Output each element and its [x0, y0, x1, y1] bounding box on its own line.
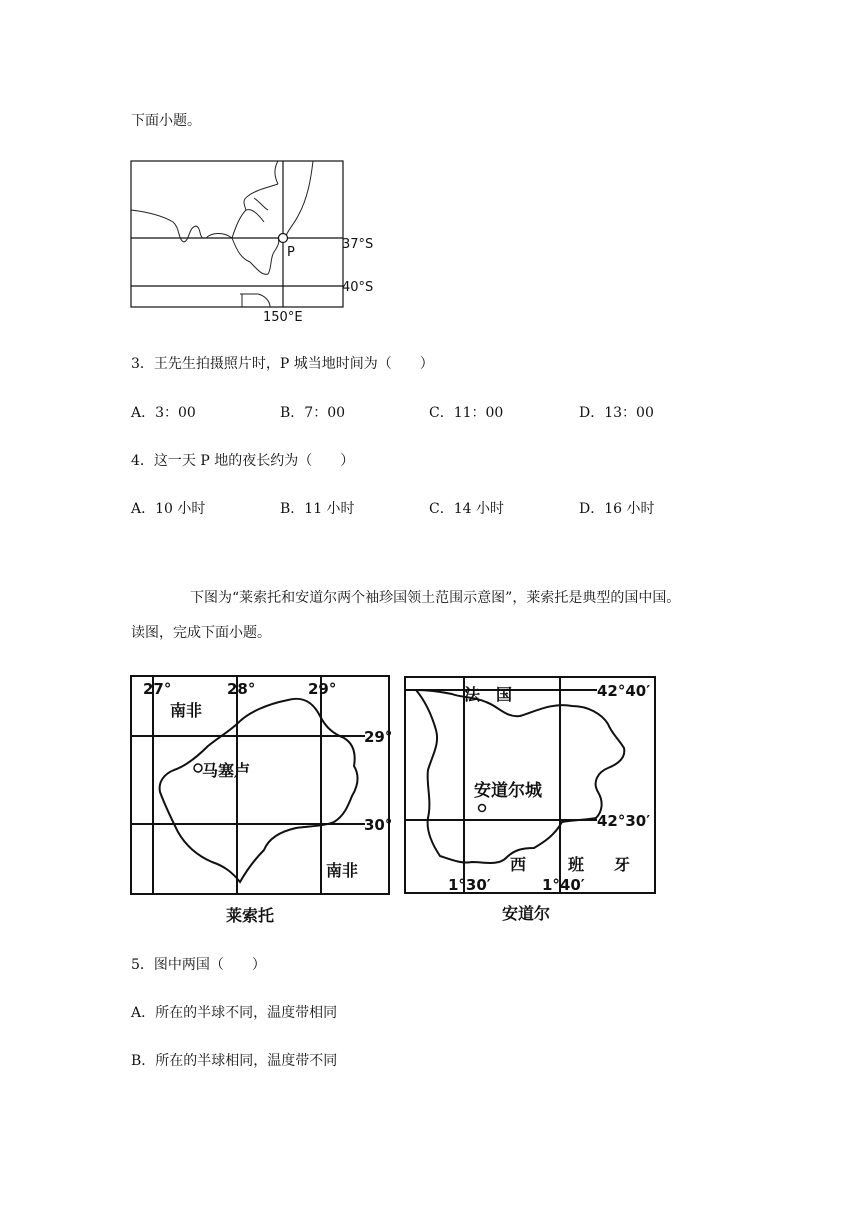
lon-29-label: 29°	[308, 680, 337, 698]
neighbor-spain-char-1: 西	[510, 855, 527, 874]
lon-28-label: 28°	[227, 680, 256, 698]
neighbor-south-africa-bottom: 南非	[326, 861, 359, 880]
q4-stem: 4．这一天 P 地的夜长约为（ ）	[131, 453, 355, 469]
lat-30-label: 30°	[364, 816, 393, 834]
lat-40s-label: 40°S	[342, 280, 374, 295]
q3-option-c[interactable]: C．11：00	[429, 405, 504, 421]
q3-option-a[interactable]: A．3：00	[131, 405, 196, 421]
q5-option-b[interactable]: B．所在的半球相同，温度带不同	[131, 1053, 338, 1069]
q3-option-b[interactable]: B．7：00	[280, 405, 346, 421]
neighbor-france-label: 法 国	[464, 685, 513, 704]
neighbor-spain-char-3: 牙	[614, 855, 631, 874]
lat-42-30-label: 42°30′	[597, 812, 651, 830]
lat-37s-label: 37°S	[342, 237, 374, 252]
q4-option-a[interactable]: A．10 小时	[131, 501, 206, 517]
caption-andorra: 安道尔	[502, 904, 551, 923]
neighbor-south-africa-top: 南非	[170, 701, 203, 720]
lat-42-40-label: 42°40′	[597, 682, 651, 700]
q4-option-c[interactable]: C．14 小时	[429, 501, 504, 517]
q3-stem: 3．王先生拍摄照片时，P 城当地时间为（ ）	[131, 356, 434, 372]
passage-line-1: 下图为“莱索托和安道尔两个袖珍国领土范围示意图”，莱索托是典型的国中国。	[190, 590, 681, 606]
map-andorra	[402, 672, 664, 898]
capital-andorra-la-vella-label: 安道尔城	[474, 781, 542, 801]
lon-1-30-label: 1°30′	[448, 876, 491, 894]
q4-option-d[interactable]: D．16 小时	[579, 501, 655, 517]
q3-option-d[interactable]: D．13：00	[579, 405, 654, 421]
lon-27-label: 27°	[143, 680, 172, 698]
point-p-label: P	[287, 245, 295, 260]
lon-1-40-label: 1°40′	[542, 876, 585, 894]
lat-29-label: 29°	[364, 728, 393, 746]
map-lesotho	[128, 672, 400, 898]
q4-option-b[interactable]: B．11 小时	[280, 501, 355, 517]
q5-stem: 5．图中两国（ ）	[131, 957, 266, 973]
map-p-city	[128, 158, 388, 326]
caption-lesotho: 莱索托	[226, 906, 275, 925]
intro-fragment: 下面小题。	[131, 113, 201, 129]
lon-150e-label: 150°E	[263, 310, 303, 325]
passage-line-2: 读图，完成下面小题。	[131, 625, 271, 641]
q5-option-a[interactable]: A．所在的半球不同，温度带相同	[131, 1005, 338, 1021]
capital-maseru-label: 马塞卢	[202, 761, 251, 780]
neighbor-spain-char-2: 班	[568, 855, 585, 874]
